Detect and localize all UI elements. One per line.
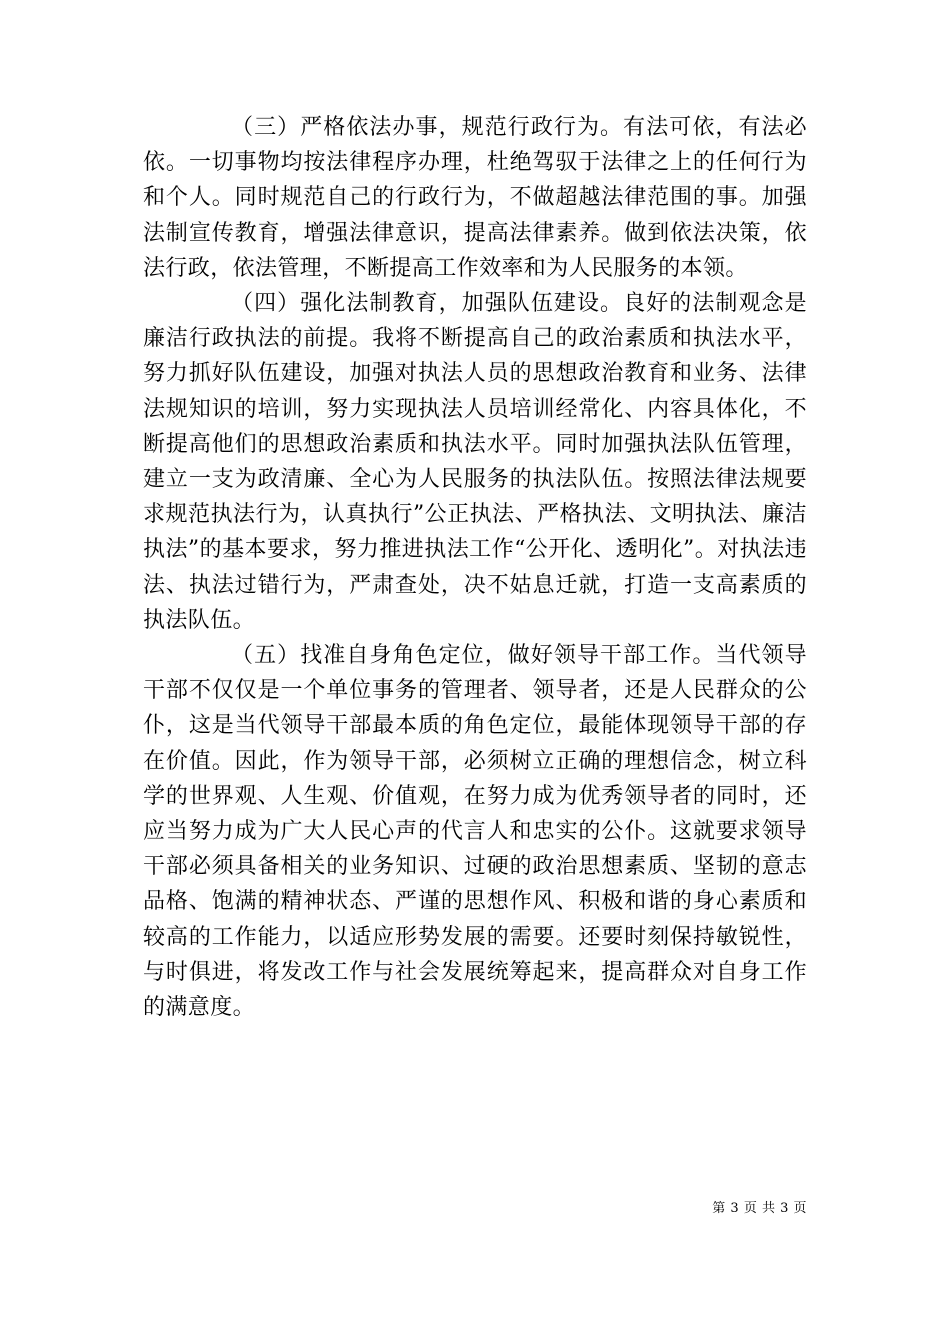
page-number: 第 3 页 共 3 页 xyxy=(712,1201,807,1216)
paragraph-4: （四）强化法制教育，加强队伍建设。良好的法制观念是廉洁行政执法的前提。我将不断提高自己的政治素质和执法水平，努力抓好队伍建设，加强对执法人员的思想政治教育和业务、法律法规知识的培训，努力实现执法人员培训经常化、内容具体化，不断提高他们的思想政治素质和执法水平。同时加强执法队伍管理，建立一支为政清廉、全心为人民服务的执法队伍。按照法律法规要求规范执法行为，认真执行”公正执法、严格执法、文明执法、廉洁执法”的基本要求，努力推进执法工作“公开化、透明化”。对执法违法、执法过错行为，严肃查处，决不姑息迁就，打造一支高素质的执法队伍。 xyxy=(143,291,807,633)
paragraph-5: （五）找准自身角色定位，做好领导干部工作。当代领导干部不仅仅是一个单位事务的管理者、领导者，还是人民群众的公仆，这是当代领导干部最本质的角色定位，最能体现领导干部的存在价值。因此，作为领导干部，必须树立正确的理想信念，树立科学的世界观、人生观、价值观，在努力成为优秀领导者的同时，还应当努力成为广大人民心声的代言人和忠实的公仆。这就要求领导干部必须具备相关的业务知识、过硬的政治思想素质、坚韧的意志品格、饱满的精神状态、严谨的思想作风、积极和谐的身心素质和较高的工作能力，以适应形势发展的需要。还要时刻保持敏锐性，与时俱进，将发改工作与社会发展统筹起来，提高群众对自身工作的满意度。 xyxy=(143,643,807,1021)
page-footer xyxy=(712,1201,807,1217)
document-body xyxy=(143,110,807,1025)
paragraph-3: （三）严格依法办事，规范行政行为。有法可依，有法必依。一切事物均按法律程序办理，杜绝驾驭于法律之上的任何行为和个人。同时规范自己的行政行为，不做超越法律范围的事。加强法制宣传教育，增强法律意识，提高法律素养。做到依法决策，依法行政，依法管理，不断提高工作效率和为人民服务的本领。 xyxy=(143,115,807,281)
